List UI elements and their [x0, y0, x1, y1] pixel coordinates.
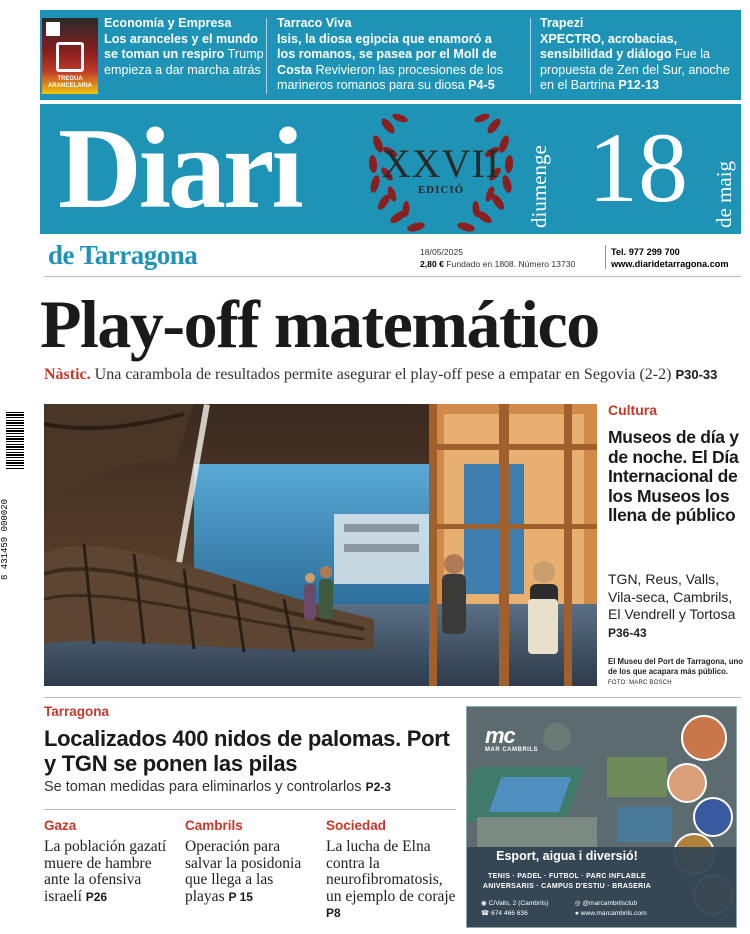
brief-sociedad[interactable]: [326, 818, 458, 922]
divider: [44, 809, 456, 810]
ad-slogan: Esport, aigua i diversió!: [496, 849, 638, 863]
masthead: [40, 104, 741, 234]
ad-social[interactable]: @marcambrilsclub: [582, 900, 638, 907]
brief-text: La población gazatí muere de hambre ante la ofensiva israelí: [44, 838, 167, 905]
contact-info: [611, 246, 729, 270]
tarragona-page: P2-3: [365, 780, 391, 794]
brief-page: P26: [85, 889, 108, 904]
ad-web[interactable]: www.marcambrils.com: [580, 910, 647, 917]
culture-page: P36-43: [608, 625, 647, 640]
teaser-sub: Trump empieza a dar marcha atrás: [104, 47, 264, 77]
tarragona-kicker: Tarragona: [44, 704, 110, 719]
teaser-sub: Fue la propuesta de Zen del Sur, anoche en el Bartrina: [540, 47, 730, 92]
lead-deck-text: Una carambola de resultados permite asegurar el play-off pese a empatar en Segovia (2-2): [94, 366, 672, 383]
brief-page: P 15: [228, 889, 253, 904]
lead-kicker: Nàstic.: [44, 366, 91, 383]
lead-headline[interactable]: Play-off matemático: [40, 286, 599, 362]
teaser-page: P4-5: [468, 78, 495, 92]
teaser-economia[interactable]: [104, 16, 264, 78]
month-name: de maig: [712, 160, 736, 228]
teaser-section: Tarraco Viva: [277, 16, 352, 30]
photo-caption: [608, 657, 746, 688]
brief-kicker: Sociedad: [326, 818, 387, 833]
brief-gaza[interactable]: [44, 818, 170, 905]
teaser-band: [40, 10, 741, 100]
brief-cambrils[interactable]: [185, 818, 311, 905]
ad-address: C/Valls, 2 (Cambrils): [488, 900, 549, 907]
ad-brand-name: MAR CAMBRILS: [485, 747, 538, 753]
caption-text: El Museu del Port de Tarragona, uno de los que acapara más público.: [608, 657, 744, 676]
brief-page: P8: [326, 906, 341, 920]
phone-number: Tel. 977 299 700: [611, 247, 680, 257]
edition-label: EDICIÓ: [417, 184, 465, 196]
tarragona-headline[interactable]: Localizados 400 nidos de palomas. Port y TGN se ponen las pilas: [44, 726, 450, 776]
location-pin-icon: ◉: [481, 900, 487, 907]
culture-headline[interactable]: Museos de día y de noche. El Día Internacional de los Museos los llena de público: [608, 427, 739, 525]
teaser-section: Trapezi: [540, 16, 584, 30]
lead-page: P30-33: [675, 367, 718, 382]
teaser-divider: [266, 18, 267, 94]
divider: [605, 245, 606, 269]
day-number: 18: [588, 112, 688, 223]
pause-icon: [56, 42, 84, 72]
culture-kicker: Cultura: [608, 402, 657, 418]
teaser-headline: Los aranceles y el mundo se toman un respiro: [104, 31, 258, 61]
teaser-thumb-caption: TREGUA ARANCELARIA: [48, 76, 92, 89]
barcode-number: 8 431459 000020: [0, 498, 10, 580]
divider: [44, 276, 741, 277]
museum-photo-illustration: [44, 404, 597, 686]
ad-services: [467, 872, 667, 891]
culture-body-text: TGN, Reus, Valls, Vila-seca, Cambrils, El Vendrell y Tortosa: [608, 571, 736, 622]
tarragona-sub: [44, 778, 464, 796]
issue-founded: Fundado en 1808. Número 13730: [446, 259, 576, 269]
ad-phone: 674 466 636: [491, 910, 528, 917]
instagram-icon: ◎: [574, 900, 581, 907]
advertisement[interactable]: [466, 706, 737, 928]
phone-icon: ☎: [481, 910, 490, 917]
teaser-headline: XPECTRO, acrobacias, sensibilidad y diálogo: [540, 31, 678, 61]
teaser-divider: [530, 18, 531, 94]
edition-number: XXVII: [381, 141, 501, 186]
day-name: diumenge: [527, 145, 551, 228]
photo-credit: FOTO: MARC BOSCH: [608, 680, 672, 686]
ad-services-line: ANIVERSARIS · CAMPUS D'ESTIU · BRASERIA: [482, 882, 652, 890]
tariff-logo-icon: [46, 22, 60, 36]
ad-brand: [485, 723, 538, 753]
masthead-subtitle: de Tarragona: [48, 240, 198, 270]
ad-photo-circle: [681, 715, 727, 761]
ad-photo-circle: [667, 763, 707, 803]
globe-icon: ●: [574, 910, 579, 917]
teaser-sub: Revivieron las procesiones de los marineros romanos para su diosa: [277, 62, 504, 92]
divider: [44, 697, 741, 698]
teaser-page: P12-13: [618, 78, 660, 92]
ad-photo-circle: [693, 797, 733, 837]
teaser-section: Economía y Empresa: [104, 16, 232, 30]
ad-contact: [481, 899, 671, 919]
brief-kicker: Cambrils: [185, 818, 243, 833]
masthead-title[interactable]: Diari: [58, 105, 301, 233]
issue-price: 2,80 €: [420, 259, 444, 269]
teaser-trapezi[interactable]: [540, 16, 738, 94]
tarragona-sub-text: Se toman medidas para eliminarlos y controlarlos: [44, 779, 362, 795]
lead-deck: [44, 365, 744, 385]
issue-info: [420, 246, 575, 270]
teaser-thumbnail[interactable]: [42, 18, 98, 94]
culture-body: [608, 571, 746, 642]
teaser-tarraco-viva[interactable]: [277, 16, 511, 94]
brief-kicker: Gaza: [44, 818, 77, 833]
issue-date: 18/05/2025: [420, 247, 464, 257]
website-link[interactable]: www.diaridetarragona.com: [611, 259, 729, 269]
brief-text: La lucha de Elna contra la neurofibromatosis, un ejemplo de coraje: [326, 838, 456, 905]
ad-services-line: TENIS · PADEL · FUTBOL · PARC INFLABLE: [488, 873, 646, 880]
main-photo[interactable]: [44, 404, 597, 686]
brief-text: Operación para salvar la posidonia que llega a las playas: [185, 838, 302, 905]
ad-logo: mc: [485, 723, 515, 748]
teaser-headline: Isis, la diosa egipcia que enamoró a los romanos, se pasea por el Moll de Costa: [277, 31, 497, 77]
barcode-icon: [6, 412, 24, 470]
